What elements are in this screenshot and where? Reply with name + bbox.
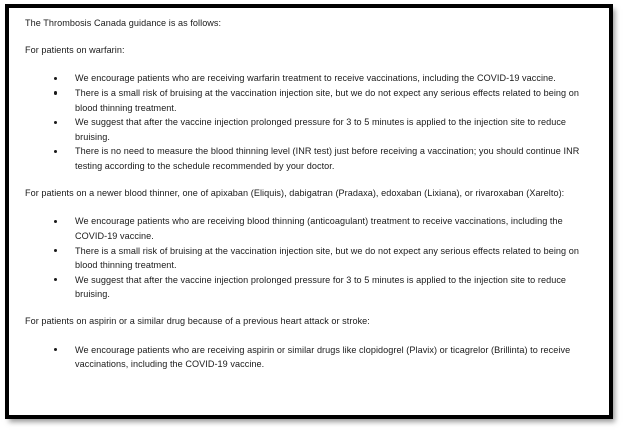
paragraph-spacer [25, 329, 595, 343]
paragraph-spacer [25, 174, 595, 188]
list-item-text: We suggest that after the vaccine injection prolonged pressure for 3 to 5 minutes is applied to the injection site to reduce bruising. [75, 117, 567, 142]
section-heading-aspirin: For patients on aspirin or a similar drug because of a previous heart attack or stroke: [25, 316, 370, 327]
bullet-dot-icon [54, 220, 57, 223]
list-item-text: We encourage patients who are receiving warfarin treatment to receive vaccinations, including the COVID-19 vaccine. [75, 73, 556, 84]
bullet-dot-icon [54, 249, 57, 252]
list-item [25, 214, 595, 243]
paragraph-spacer [25, 58, 595, 72]
list-item [25, 244, 595, 273]
section-heading-warfarin: For patients on warfarin: [25, 45, 125, 56]
list-item-text: There is a small risk of bruising at the vaccination injection site, but we do not expect any serious effects related to being on blood thinning treatment. [75, 87, 579, 113]
list-item [25, 273, 595, 302]
bullet-dot-icon [54, 91, 57, 94]
paragraph-spacer [25, 302, 595, 316]
list-item-text: There is a small risk of bruising at the vaccination injection site, but we do not expect any serious effects related to being on blood thinning treatment. [75, 245, 579, 271]
list-item-text: There is no need to measure the blood thinning level (INR test) just before receiving a vaccination; you should continue INR testing according to the schedule recommended by your doctor. [75, 146, 580, 171]
lead-paragraph: The Thrombosis Canada guidance is as follows: [25, 18, 222, 28]
list-item [25, 71, 595, 86]
list-item [25, 115, 595, 144]
bullet-list-warfarin [25, 71, 595, 173]
bullet-list-newer-blood-thinner [25, 214, 595, 302]
bullet-dot-icon [54, 77, 57, 80]
document-frame [5, 4, 613, 419]
list-item [25, 144, 595, 173]
paragraph-spacer [25, 31, 595, 45]
bullet-dot-icon [54, 348, 57, 351]
list-item-text: We encourage patients who are receiving aspirin or similar drugs like clopidogrel (Plavix) or ticagrelor (Brillinta) to receive vaccinations, including the COVID-19 vaccine. [75, 344, 571, 370]
bullet-dot-icon [54, 278, 57, 281]
list-item [25, 86, 595, 115]
bullet-dot-icon [54, 121, 57, 124]
document-page [9, 8, 609, 415]
paragraph-spacer [25, 201, 595, 215]
list-item-text: We encourage patients who are receiving blood thinning (anticoagulant) treatment to receive vaccinations, including the COVID-19 vaccine. [75, 216, 563, 241]
list-item [25, 343, 595, 372]
section-heading-newer-blood-thinner: For patients on a newer blood thinner, one of apixaban (Eliquis), dabigatran (Pradaxa), edoxaban (Lixiana), or rivaroxaban (Xarelto): [25, 188, 565, 199]
list-item-text: We suggest that after the vaccine injection prolonged pressure for 3 to 5 minutes is applied to the injection site to reduce bruising. [75, 274, 567, 300]
bullet-list-aspirin [25, 343, 595, 372]
bullet-dot-icon [54, 150, 57, 153]
